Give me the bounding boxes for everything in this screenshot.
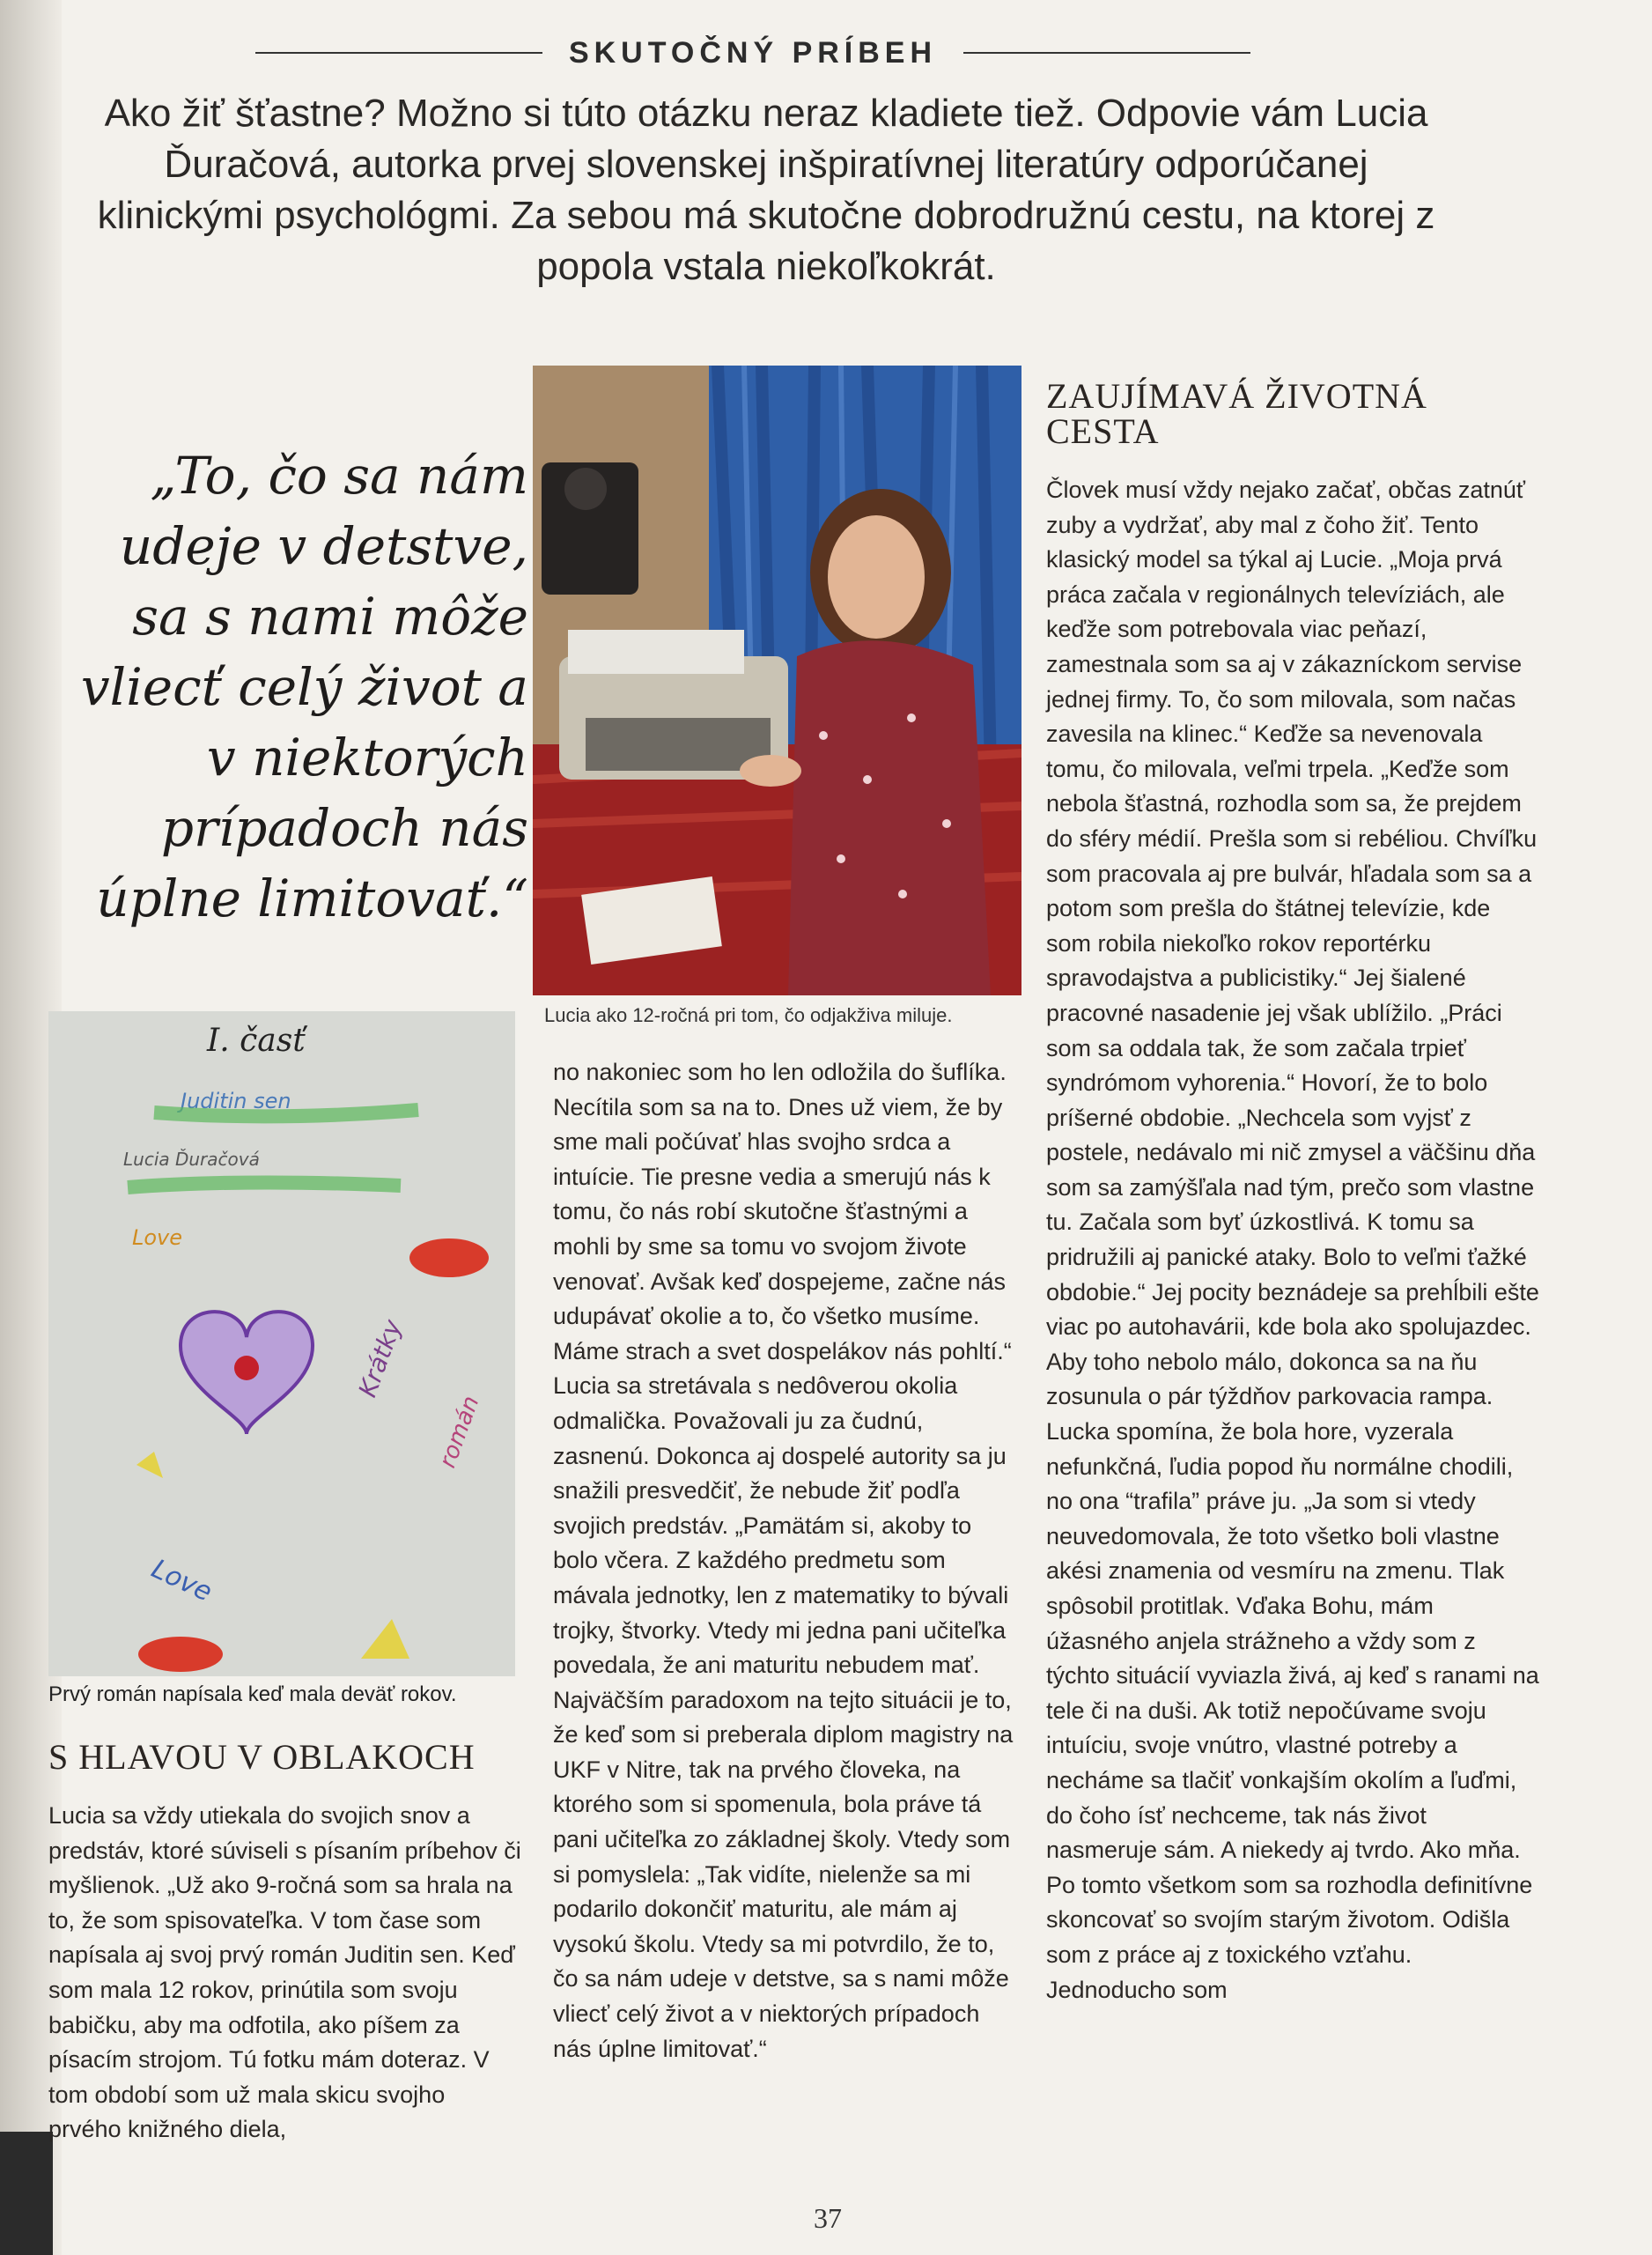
manuscript-heading: I. časť [207, 1023, 306, 1059]
typewriter-photo [533, 366, 1021, 995]
middle-column-body: no nakoniec som ho len odložila do šuflíka. Necítila som sa na to. Dnes už viem, že by sme mali počúvať hlas svojho srdca a intuície. Tie presne vedia a smerujú nás k tomu, čo nás robí skutočne šťastnými a mohli by sme sa tomu vo svojom živote venovať. Avšak keď dospejeme, začne nás udupávať okolie a to, čo všetko musíme. Máme strach a svet dospelákov nás pohltí.“ Lucia sa stretávala s nedôverou okolia odmalička. Považovali ju za čudnú, zasnenú. Dokonca aj dospelé autority sa ju snažili presvedčiť, že nebude žiť podľa svojich predstáv. „Pamätám si, akoby to bolo včera. Z každého predmetu som mávala jednotky, len z matematiky to bývali trojky, štvorky. Vtedy mi jedna pani učiteľka povedala, že ani maturitu nebudem mať. Najväčším paradoxom na tejto situácii je to, že keď som si preberala diplom magistry na UKF v Nitre, tak na prvého človeka, na ktorého som si spomenula, bola práve tá pani učiteľka zo základnej školy. Vtedy som si pomyslela: „Tak vidíte, nielenže sa mi podarilo dokončiť maturitu, ale mám aj vysokú školu. Vtedy sa mi potvrdilo, že to, čo sa nám udeje v detstve, sa s nami môže vliecť celý život a v niektorých prípadoch nás úplne limitovať.“ [553, 1059, 1014, 2062]
section-left-body: Lucia sa vždy utiekala do svojich snov a predstáv, ktoré súviseli s písaním príbehov či myšlienok. „Už ako 9-ročná som sa hrala na to, že som spisovateľka. V tom čase som napísala aj svoj prvý román Juditin sen. Keď som mala 12 rokov, prinútila som svoju babičku, aby ma odfotila, ako píšem za písacím strojom. Tú fotku mám doteraz. V tom období som už mala skicu svojho prvého knižného diela, [48, 1802, 521, 2143]
page-shadow [0, 2132, 53, 2255]
kicker-rule-right [963, 52, 1250, 54]
manuscript-love-bottom: Love [146, 1553, 218, 1608]
manuscript-love-top: Love [132, 1225, 183, 1250]
section-right-heading: ZAUJÍMAVÁ ŽIVOTNÁ CESTA [1046, 376, 1427, 451]
section-left-heading: S HLAVOU V OBLAKOCH [48, 1737, 476, 1777]
section-zaujimava-cesta [1046, 376, 1539, 2031]
manuscript-title: Juditin sen [181, 1089, 291, 1113]
kicker-label: SKUTOČNÝ PRÍBEH [568, 35, 938, 70]
manuscript-kratky: Krátky [352, 1315, 408, 1401]
manuscript-illustration [48, 1011, 515, 1676]
typewriter-photo-illustration [533, 366, 1021, 995]
manuscript-roman: román [434, 1392, 485, 1472]
middle-column [553, 1055, 1020, 2066]
drawing-caption: Prvý román napísala keď mala deväť rokov. [48, 1682, 457, 1706]
manuscript-author: Lucia Ďuračová [123, 1149, 260, 1170]
page-number: 37 [814, 2202, 842, 2234]
kicker-rule-left [255, 52, 542, 54]
section-right-body: Človek musí vždy nejako začať, občas zatnúť zuby a vydržať, aby mal z čoho žiť. Tento klasický model sa týkal aj Lucie. „Moja prvá práca začala v regionálnych televíziách, ale keďže som potrebovala viac peňazí, zamestnala som sa aj v zákazníckom servise jednej firmy. To, čo som milovala, som načas zavesila na klinec.“ Keďže sa nevenovala tomu, čo milovala, veľmi trpela. „Keďže som nebola šťastná, rozhodla som sa, že prejdem do sféry médií. Prešla som si rebéliou. Chvíľku som pracovala aj pre bulvár, hľadala som sa a potom som prešla do štátnej televízie, kde som robila niekoľko rokov reportérku spravodajstva a publicistiky.“ Jej šialené pracovné nasadenie jej však ublížilo. „Práci som sa oddala tak, že som začala trpieť syndrómom vyhorenia.“ Hovorí, že to bolo príšerné obdobie. „Nechcela som vyjsť z postele, nedávalo mi nič zmysel a väčšinu dňa som sa zamýšľala nad tým, prečo som vlastne tu. Začala som byť úzkostlivá. K tomu sa pridružili aj panické ataky. Bolo to veľmi ťažké obdobie.“ Jej pocity beznádeje sa prehĺbili ešte viac po autohavárii, kde bola ako spolujazdec. Aby toho nebolo málo, dokonca sa na ňu zosunula o pár týždňov parkovacia rampa. Lucka spomína, že bola hore, vyzerala nefunkčná, ľudia popod ňu normálne chodili, no ona “trafila” práve ju. „Ja som si vtedy neuvedomovala, že toto všetko boli vlastne akési znamenia od vesmíru na zmenu. Tlak spôsobil protitlak. Vďaka Bohu, mám úžasného anjela strážneho a vždy som z týchto situácií vyviazla živá, aj keď s ranami na tele či na duši. Ak totiž nepočúvame svoju intuíciu, svoje vnútro, vlastné potreby a necháme sa tlačiť vonkajším okolím a ľuďmi, do čoho ísť nechceme, tak nás život nasmeruje sám. A niekedy aj tvrdo. Ako mňa. Po tomto všetkom som sa rozhodla definitívne skoncovať so svojím starým životom. Odišla som z práce aj z toxického vzťahu. Jednoducho som [1046, 477, 1539, 2003]
childhood-manuscript-image [48, 1011, 515, 1676]
section-s-hlavou [48, 1737, 524, 2171]
pull-quote: „To, čo sa nám udeje v detstve, sa s nami môže vliecť celý život a v niektorých prípadoch nás úplne limitovať.“ [80, 446, 528, 928]
intro-lead: Ako žiť šťastne? Možno si túto otázku neraz kladiete tiež. Odpovie vám Lucia Ďuračová, autorka prvej slovenskej inšpiratívnej literatúry odporúčanej klinickými psychológmi. Za sebou má skutočne dobrodružnú cestu, na ktorej z popola vstala niekoľkokrát. [97, 92, 1435, 288]
section-kicker [255, 26, 1250, 79]
photo-caption: Lucia ako 12-ročná pri tom, čo odjakživa miluje. [544, 1004, 953, 1026]
